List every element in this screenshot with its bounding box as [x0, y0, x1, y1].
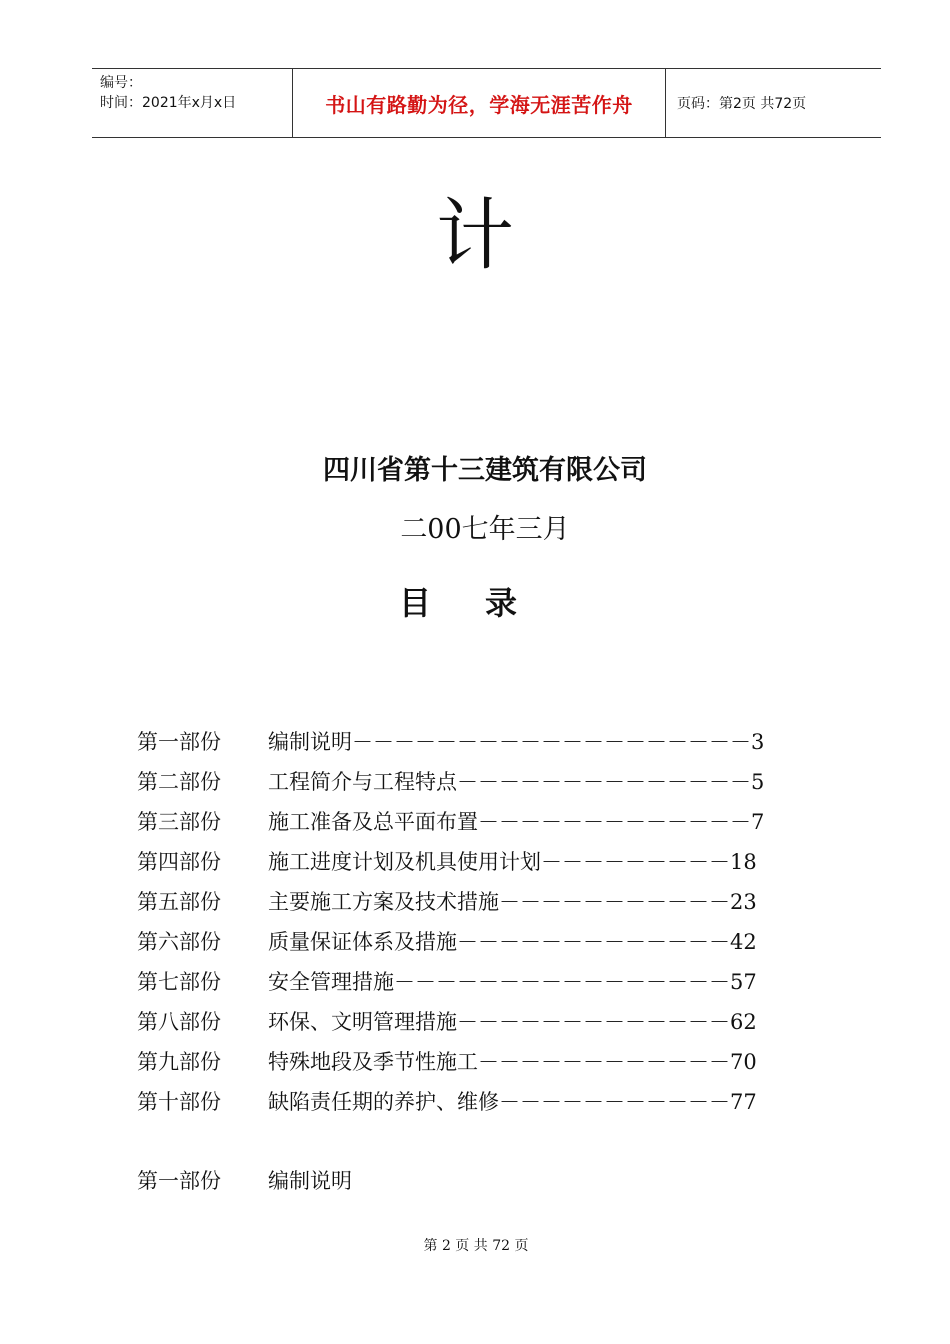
- toc-entry-title: [268, 962, 757, 1002]
- toc-entry[interactable]: [137, 762, 837, 802]
- toc-leader-dashes: －－－－－－－－－－－－－: [478, 810, 751, 834]
- toc-leader-dashes: －－－－－－－－－－－: [499, 890, 730, 914]
- toc-title: 施工进度计划及机具使用计划: [268, 850, 541, 874]
- page-footer: [0, 1235, 950, 1255]
- header-page-info: 页码：第2页 共72页: [677, 96, 807, 112]
- toc-title: 缺陷责任期的养护、维修: [268, 1090, 499, 1114]
- toc-part-label: 第一部份: [137, 730, 221, 754]
- footer-page-number: 第 2 页 共 72 页: [423, 1238, 529, 1254]
- toc-part-label: 第三部份: [137, 810, 221, 834]
- number-label: 编号：: [100, 75, 142, 91]
- toc-page-number: 18: [730, 850, 757, 874]
- toc-title: 施工准备及总平面布置: [268, 810, 478, 834]
- toc-part-label: 第二部份: [137, 770, 221, 794]
- toc-part-label: 第八部份: [137, 1010, 221, 1034]
- toc-title: 环保、文明管理措施: [268, 1010, 457, 1034]
- toc-part-label: 第五部份: [137, 890, 221, 914]
- toc-title: 安全管理措施: [268, 970, 394, 994]
- toc-leader-dashes: －－－－－－－－－－－－－－－－－－－: [352, 730, 751, 754]
- section-title: 编制说明: [268, 1169, 352, 1193]
- toc-title: 工程简介与工程特点: [268, 770, 457, 794]
- toc-entry[interactable]: [137, 922, 837, 962]
- toc-title: 特殊地段及季节性施工: [268, 1050, 478, 1074]
- table-of-contents: [137, 722, 837, 1122]
- toc-leader-dashes: －－－－－－－－－－－－－－－－: [394, 970, 730, 994]
- toc-entry[interactable]: [137, 962, 837, 1002]
- toc-leader-dashes: －－－－－－－－－－－－－: [457, 1010, 730, 1034]
- toc-part-label: 第四部份: [137, 850, 221, 874]
- title-fragment: 计: [435, 191, 514, 281]
- toc-title: 质量保证体系及措施: [268, 930, 457, 954]
- toc-entry-title: [268, 802, 764, 842]
- toc-leader-dashes: －－－－－－－－－－－: [499, 1090, 730, 1114]
- toc-page-number: 77: [730, 1090, 757, 1114]
- toc-part-label: 第十部份: [137, 1090, 221, 1114]
- toc-page-number: 62: [730, 1010, 757, 1034]
- toc-entry[interactable]: [137, 1042, 837, 1082]
- toc-page-number: 70: [730, 1050, 757, 1074]
- toc-title: 主要施工方案及技术措施: [268, 890, 499, 914]
- toc-page-number: 42: [730, 930, 757, 954]
- header-meta: [92, 69, 292, 137]
- toc-page-number: 5: [751, 770, 765, 794]
- document-date: 二00七年三月: [400, 514, 570, 545]
- section-part: 第一部份: [137, 1169, 221, 1193]
- toc-entry[interactable]: [137, 1002, 837, 1042]
- toc-entry-title: [268, 1082, 757, 1122]
- toc-part-label: 第六部份: [137, 930, 221, 954]
- toc-title: 编制说明: [268, 730, 352, 754]
- company-name: 四川省第十三建筑有限公司: [323, 455, 647, 486]
- section-heading: [137, 1163, 352, 1199]
- toc-page-number: 23: [730, 890, 757, 914]
- toc-entry-title: [268, 1002, 757, 1042]
- header-motto: 书山有路勤为径，学海无涯苦作舟: [325, 92, 633, 117]
- toc-heading: 目录: [398, 584, 571, 622]
- toc-leader-dashes: －－－－－－－－－－－－－－: [457, 770, 751, 794]
- toc-entry[interactable]: [137, 722, 837, 762]
- toc-entry-title: [268, 1042, 757, 1082]
- toc-entry-title: [268, 922, 757, 962]
- page-header: [92, 68, 881, 138]
- toc-entry[interactable]: [137, 882, 837, 922]
- toc-entry-title: [268, 722, 764, 762]
- toc-entry-title: [268, 762, 764, 802]
- toc-leader-dashes: －－－－－－－－－: [541, 850, 730, 874]
- toc-entry-title: [268, 882, 757, 922]
- toc-page-number: 3: [751, 730, 765, 754]
- toc-entry[interactable]: [137, 802, 837, 842]
- time-label: 时间：2021年x月x日: [100, 95, 237, 111]
- toc-part-label: 第七部份: [137, 970, 221, 994]
- toc-entry[interactable]: [137, 842, 837, 882]
- header-motto-cell: [292, 69, 666, 137]
- toc-entry[interactable]: [137, 1082, 837, 1122]
- toc-part-label: 第九部份: [137, 1050, 221, 1074]
- toc-leader-dashes: －－－－－－－－－－－－－: [457, 930, 730, 954]
- toc-page-number: 57: [730, 970, 757, 994]
- toc-page-number: 7: [751, 810, 765, 834]
- toc-entry-title: [268, 842, 757, 882]
- toc-leader-dashes: －－－－－－－－－－－－: [478, 1050, 730, 1074]
